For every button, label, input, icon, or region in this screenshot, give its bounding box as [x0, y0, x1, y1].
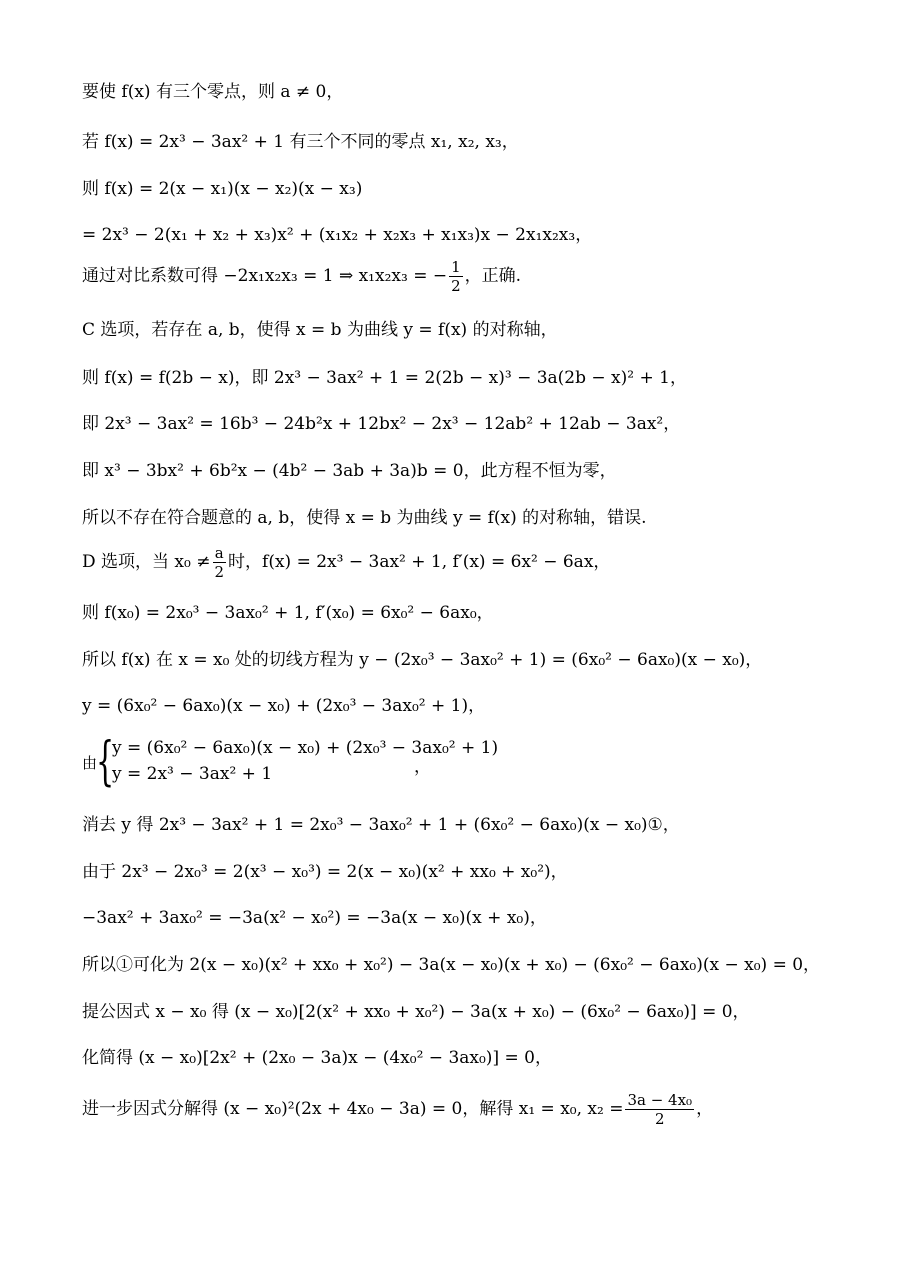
line-7: 则 f(x) = f(2b − x)，即 2x³ − 3ax² + 1 = 2(2b − x)³ − 3a(2b − x)² + 1， [82, 368, 687, 388]
fraction-one-half [449, 258, 463, 295]
fraction-numerator: 1 [451, 258, 461, 276]
fraction-numerator: a [214, 544, 224, 562]
line-21-after: ， [696, 1099, 714, 1119]
line-5-after: ，正确. [464, 266, 522, 286]
line-4: = 2x³ − 2(x₁ + x₂ + x₃)x² + (x₁x₂ + x₂x₃ + x₁x₃)x − 2x₁x₂x₃， [82, 225, 593, 245]
line-15: 消去 y 得 2x³ − 3ax² + 1 = 2x₀³ − 3ax₀² + 1 + (6x₀² − 6ax₀)(x − x₀)①， [82, 815, 680, 835]
line-13: 所以 f(x) 在 x = x₀ 处的切线方程为 y − (2x₀³ − 3ax₀² + 1) = (6x₀² − 6ax₀)(x − x₀)， [82, 650, 763, 670]
system-tail: ， [414, 757, 431, 777]
fraction-a-over-2 [213, 544, 227, 581]
line-18: 所以①可化为 2(x − x₀)(x² + xx₀ + x₀²) − 3a(x − x₀)(x + x₀) − (6x₀² − 6ax₀)(x − x₀) = 0， [82, 955, 821, 975]
line-5-before: 通过对比系数可得 −2x₁x₂x₃ = 1 ⇒ x₁x₂x₃ = − [82, 266, 448, 286]
line-5 [82, 258, 521, 295]
line-14: y = (6x₀² − 6ax₀)(x − x₀) + (2x₀³ − 3ax₀² + 1)， [82, 696, 486, 716]
line-12: 则 f(x₀) = 2x₀³ − 3ax₀² + 1, f′(x₀) = 6x₀² − 6ax₀， [82, 603, 494, 623]
line-11 [82, 544, 610, 581]
fraction-numerator: 3a − 4x₀ [627, 1091, 693, 1109]
line-21 [82, 1091, 713, 1128]
line-21-before: 进一步因式分解得 (x − x₀)²(2x + 4x₀ − 3a) = 0，解得 x₁ = x₀, x₂ = [82, 1099, 624, 1119]
line-11-after: 时，f(x) = 2x³ − 3ax² + 1, f′(x) = 6x² − 6ax， [228, 552, 611, 572]
line-9: 即 x³ − 3bx² + 6b²x − (4b² − 3ab + 3a)b = 0，此方程不恒为零， [82, 461, 617, 481]
system-lead: 由 [82, 754, 98, 772]
system-equation-1: y = (6x₀² − 6ax₀)(x − x₀) + (2x₀³ − 3ax₀² + 1) [112, 738, 499, 758]
line-8: 即 2x³ − 3ax² = 16b³ − 24b²x + 12bx² − 2x³ − 12ab² + 12ab − 3ax²， [82, 414, 681, 434]
line-2: 若 f(x) = 2x³ − 3ax² + 1 有三个不同的零点 x₁, x₂, x₃， [82, 132, 519, 152]
fraction-denominator: 2 [654, 1110, 665, 1128]
equation-system [82, 732, 842, 792]
line-11-before: D 选项，当 x₀ ≠ [82, 552, 211, 572]
line-1: 要使 f(x) 有三个零点，则 a ≠ 0， [82, 82, 344, 102]
system-equation-2: y = 2x³ − 3ax² + 1 [112, 764, 273, 784]
left-brace: { [96, 732, 115, 792]
line-6: C 选项，若存在 a, b，使得 x = b 为曲线 y = f(x) 的对称轴， [82, 320, 558, 340]
fraction-root [625, 1091, 694, 1128]
line-3: 则 f(x) = 2(x − x₁)(x − x₂)(x − x₃) [82, 179, 363, 199]
line-17: −3ax² + 3ax₀² = −3a(x² − x₀²) = −3a(x − x₀)(x + x₀)， [82, 908, 547, 928]
line-10: 所以不存在符合题意的 a, b，使得 x = b 为曲线 y = f(x) 的对称轴，错误. [82, 508, 647, 528]
fraction-denominator: 2 [451, 277, 461, 295]
line-19: 提公因式 x − x₀ 得 (x − x₀)[2(x² + xx₀ + x₀²) − 3a(x + x₀) − (6x₀² − 6ax₀)] = 0， [82, 1002, 750, 1022]
line-16: 由于 2x³ − 2x₀³ = 2(x³ − x₀³) = 2(x − x₀)(x² + xx₀ + x₀²)， [82, 862, 568, 882]
fraction-denominator: 2 [214, 563, 225, 581]
line-20: 化简得 (x − x₀)[2x² + (2x₀ − 3a)x − (4x₀² − 3ax₀)] = 0， [82, 1048, 552, 1068]
